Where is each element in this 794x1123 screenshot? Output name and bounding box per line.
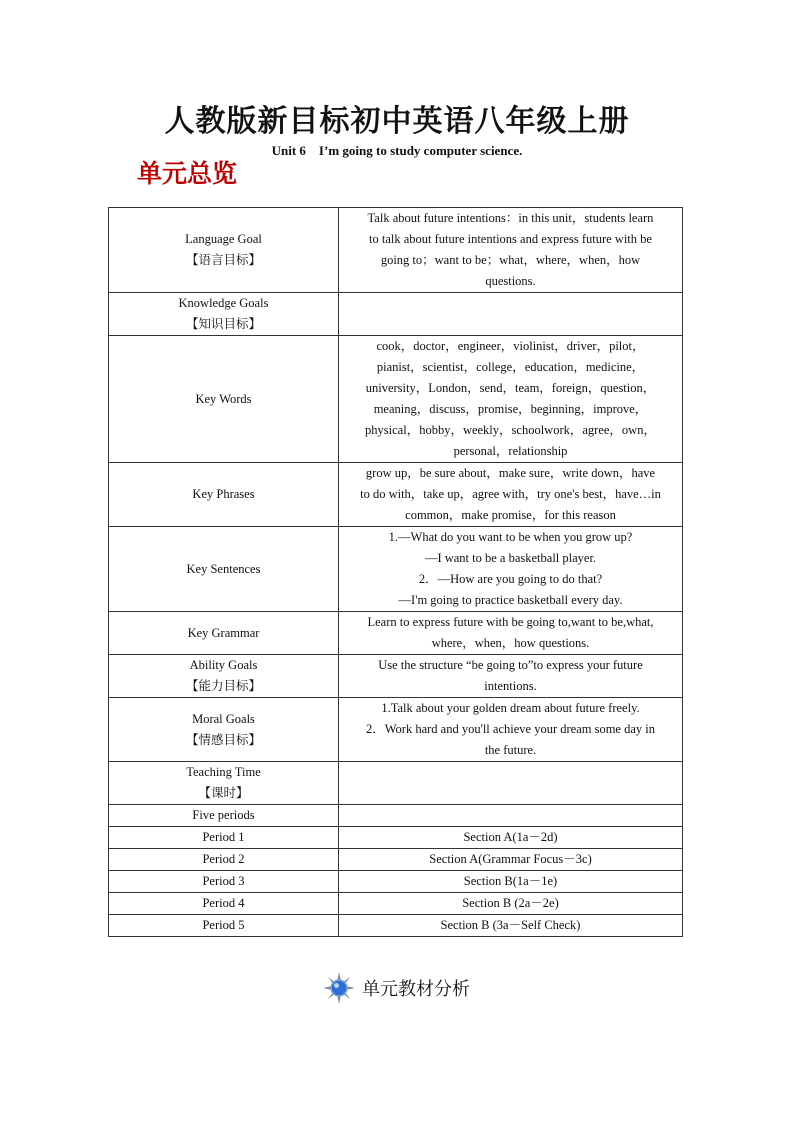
cell-text: Teaching Time (186, 765, 261, 779)
cell-text: 【语言目标】 (185, 253, 261, 267)
row-content-cell (339, 612, 683, 655)
cell-text: to do with，take up，agree with，try one's best，have…in (360, 487, 661, 501)
cell-text: personal，relationship (453, 444, 568, 458)
cell-text: Section A(Grammar Focus－3c) (429, 852, 592, 866)
cell-text: cook，doctor，engineer，violinist，driver，pilot， (376, 339, 645, 353)
row-content-cell (339, 698, 683, 762)
cell-text: Talk about future intentions：in this unit，students learn (367, 211, 654, 225)
row-label-cell (109, 915, 339, 937)
row-label-cell (109, 698, 339, 762)
cell-text: pianist，scientist，college，education，medicine， (376, 360, 645, 374)
row-content-cell (339, 849, 683, 871)
row-content-cell (339, 208, 683, 293)
cell-text: going to；want to be；what，where，when，how (380, 253, 641, 267)
cell-text: 2．Work hard and you'll achieve your dream some day in (365, 722, 655, 736)
cell-text: Use the structure “be going to”to express your future (378, 658, 643, 672)
row-label-cell (109, 849, 339, 871)
row-label-cell (109, 463, 339, 527)
row-content-cell (339, 655, 683, 698)
row-label-cell (109, 805, 339, 827)
table-row (109, 698, 683, 762)
cell-text: 1.Talk about your golden dream about future freely. (381, 701, 640, 715)
table-row (109, 871, 683, 893)
cell-text: Key Sentences (186, 561, 261, 576)
row-label-cell (109, 336, 339, 463)
cell-text: Key Words (195, 391, 252, 406)
unit-title: Unit 6 I’m going to study computer science. (271, 143, 523, 158)
table-row (109, 612, 683, 655)
row-content-cell (339, 463, 683, 527)
cell-text: the future. (484, 743, 537, 757)
table-row (109, 336, 683, 463)
table-row (109, 805, 683, 827)
cell-text: where，when，how questions. (431, 636, 590, 650)
cell-text: Key Phrases (192, 487, 255, 501)
cell-text: Ability Goals (189, 658, 258, 672)
row-content-cell (339, 893, 683, 915)
table-row (109, 293, 683, 336)
table-row (109, 463, 683, 527)
cell-text: Key Grammar (187, 625, 260, 640)
unit-overview-table (108, 207, 683, 937)
cell-text: Period 4 (202, 896, 245, 910)
cell-text: physical，hobby，weekly，schoolwork，agree，own， (365, 423, 656, 437)
cell-text: Period 1 (202, 830, 245, 844)
row-content-cell (339, 805, 683, 827)
cell-text: to talk about future intentions and express future with be (369, 232, 652, 246)
cell-text: grow up，be sure about，make sure，write down，have (365, 466, 656, 480)
row-content-cell (339, 336, 683, 463)
section-footer (322, 970, 470, 1006)
row-label-cell (109, 871, 339, 893)
cell-text: —I'm going to practice basketball every day. (398, 593, 623, 607)
cell-text: questions. (485, 274, 536, 288)
row-content-cell (339, 762, 683, 805)
table-row (109, 849, 683, 871)
section-heading-overview: 单元总览 (137, 159, 238, 188)
cell-text: Learn to express future with be going to,want to be,what, (367, 615, 654, 629)
cell-text: 【知识目标】 (185, 317, 261, 331)
row-label-cell (109, 762, 339, 805)
row-content-cell (339, 527, 683, 612)
row-label-cell (109, 893, 339, 915)
cell-text: 【能力目标】 (185, 679, 261, 693)
cell-text: Section B (2a－2e) (462, 896, 559, 910)
row-label-cell (109, 527, 339, 612)
row-label-cell (109, 827, 339, 849)
cell-text: meaning，discuss，promise，beginning，improve， (373, 402, 648, 416)
cell-text: Section A(1a－2d) (463, 830, 558, 844)
cell-text: Section B (3a－Self Check) (440, 918, 581, 932)
cell-text: 【课时】 (198, 786, 249, 800)
cell-text: Period 3 (202, 874, 245, 888)
row-label-cell (109, 208, 339, 293)
cell-text: 2．—How are you going to do that? (418, 572, 603, 586)
cell-text: 【情感目标】 (185, 732, 261, 747)
cell-text: Five periods (192, 808, 255, 822)
table-row (109, 527, 683, 612)
footer-label: 单元教材分析 (362, 979, 470, 1000)
cell-text: Period 5 (202, 918, 245, 932)
row-label-cell (109, 293, 339, 336)
table-row (109, 762, 683, 805)
row-label-cell (109, 655, 339, 698)
row-content-cell (339, 293, 683, 336)
table-row (109, 827, 683, 849)
table-row (109, 655, 683, 698)
table-row (109, 893, 683, 915)
cell-text: intentions. (484, 679, 537, 693)
row-content-cell (339, 871, 683, 893)
row-content-cell (339, 827, 683, 849)
cell-text: Language Goal (185, 232, 262, 246)
cell-text: 1.—What do you want to be when you grow up? (388, 530, 633, 544)
cell-text: Knowledge Goals (178, 296, 269, 310)
cell-text: common，make promise，for this reason (405, 508, 616, 522)
table-row (109, 915, 683, 937)
page-title: 人教版新目标初中英语八年级上册 (164, 104, 630, 139)
cell-text: Moral Goals (192, 711, 255, 726)
row-label-cell (109, 612, 339, 655)
cell-text: —I want to be a basketball player. (424, 551, 597, 565)
cell-text: Period 2 (202, 852, 245, 866)
sun-icon (322, 971, 356, 1005)
cell-text: Section B(1a－1e) (463, 874, 558, 888)
table-row (109, 208, 683, 293)
row-content-cell (339, 915, 683, 937)
cell-text: university，London，send，team，foreign，question， (365, 381, 656, 395)
